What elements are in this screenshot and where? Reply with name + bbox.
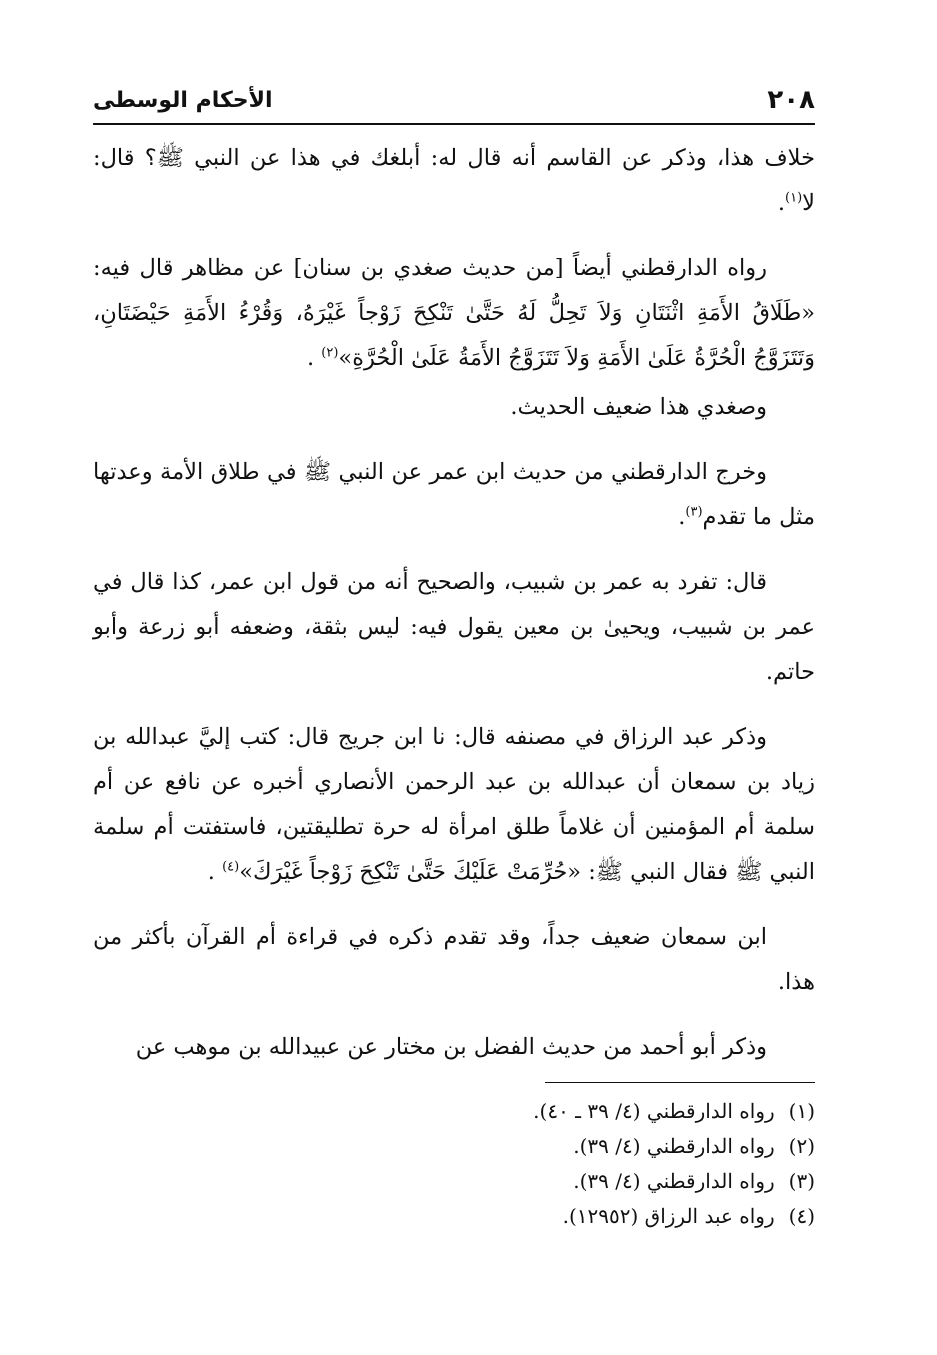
page-number: ٢٠٨ [767, 85, 815, 115]
footnote-text: رواه الدارقطني (٤/ ٣٩ ـ ٤٠). [533, 1099, 775, 1123]
footnote-rule [545, 1082, 815, 1083]
paragraph-4: وخرج الدارقطني من حديث ابن عمر عن النبي ﷺ في طلاق الأمة وعدتها مثل ما تقدم$^{(٣)}$. [93, 459, 815, 530]
paragraph-7: ابن سمعان ضعيف جداً، وقد تقدم ذكره في قراءة أم القرآن بأكثر من هذا. [93, 924, 815, 995]
paragraph-5: قال: تفرد به عمر بن شبيب، والصحيح أنه من قول ابن عمر، كذا قال في عمر بن شبيب، ويحيىٰ بن معين يقول فيه: ليس بثقة، وضعفه أبو زرعة وأبو حاتم. [93, 569, 815, 685]
paragraph-2: رواه الدارقطني أيضاً [من حديث صغدي بن سنان] عن مظاهر قال فيه: «طَلَاقُ الأَمَةِ اثْنَتَانِ وَلاَ تَحِلُّ لَهُ حَتَّىٰ تَنْكِحَ زَوْجاً غَيْرَهُ، وَقُرْءُ الأَمَةِ حَيْضَتَانِ، وَتَتَزَوَّجُ الْحُرَّةُ عَلَىٰ الأَمَةِ وَلاَ تَتَزَوَّجُ الأَمَةُ عَلَىٰ الْحُرَّةِ»$^{(٢)}$ . [93, 255, 815, 371]
paragraph-3: وصغدي هذا ضعيف الحديث. [510, 394, 767, 420]
footnote-text: رواه الدارقطني (٤/ ٣٩). [573, 1169, 775, 1193]
footnote-number: (٣) [788, 1169, 815, 1193]
footnote-4 [93, 1199, 815, 1234]
main-text [93, 136, 815, 1090]
paragraph-1: خلاف هذا، وذكر عن القاسم أنه قال له: أبلغك في هذا عن النبي ﷺ؟ قال: لا$^{(١)}$. [93, 145, 815, 216]
footnotes [93, 1094, 815, 1234]
paragraph-6: وذكر عبد الرزاق في مصنفه قال: نا ابن جريج قال: كتب إليَّ عبدالله بن زياد بن سمعان أن عبدالله بن عبد الرحمن الأنصاري أخبره عن نافع عن أم سلمة أم المؤمنين أن غلاماً طلق امرأة له حرة تطليقتين، فاستفتت أم سلمة النبي ﷺ فقال النبي ﷺ: «حُرِّمَتْ عَلَيْكَ حَتَّىٰ تَنْكِحَ زَوْجاً غَيْرَكَ»$^{(٤)}$ . [93, 724, 815, 885]
footnote-number: (٤) [788, 1204, 815, 1228]
footnote-number: (١) [788, 1099, 815, 1123]
footnote-text: رواه الدارقطني (٤/ ٣٩). [573, 1134, 775, 1158]
footnote-ref-2[interactable]: (٢) [321, 345, 339, 361]
footnote-3 [93, 1164, 815, 1199]
footnote-ref-4[interactable]: (٤) [222, 859, 240, 875]
footnote-number: (٢) [788, 1134, 815, 1158]
footnote-text: رواه عبد الرزاق (١٢٩٥٢). [562, 1204, 775, 1228]
header-rule [93, 123, 815, 125]
running-title: الأحكام الوسطى [93, 87, 273, 113]
footnote-1 [93, 1094, 815, 1129]
paragraph-8: وذكر أبو أحمد من حديث الفضل بن مختار عن عبيدالله بن موهب عن [135, 1034, 767, 1060]
footnote-ref-3[interactable]: (٣) [685, 504, 703, 520]
footnote-ref-1[interactable]: (١) [785, 190, 803, 206]
footnote-2 [93, 1129, 815, 1164]
page-header [93, 80, 815, 120]
